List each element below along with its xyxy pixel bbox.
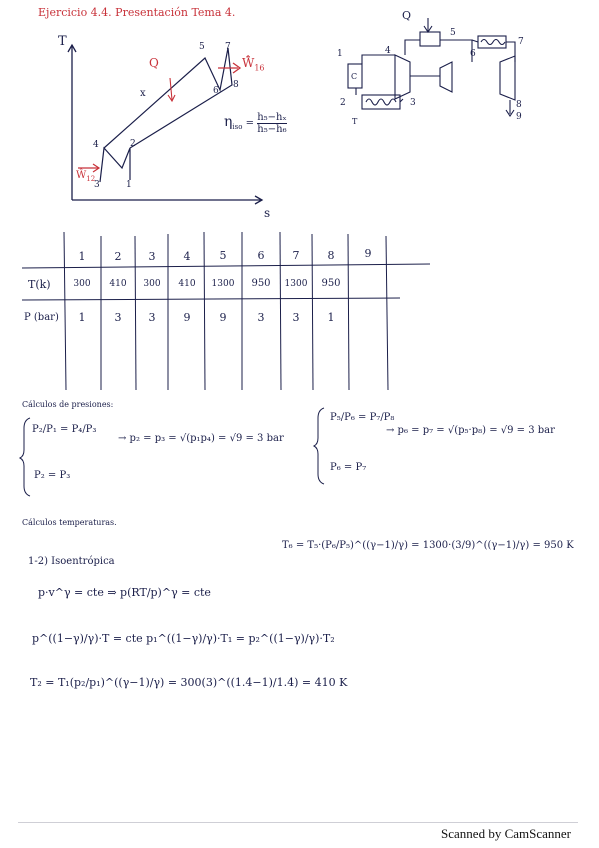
ts-point-3: 3 [94, 180, 100, 190]
schematic-compressor-label: C [351, 72, 358, 81]
table-cell: 1 [78, 311, 86, 324]
table-header-7: 7 [292, 249, 300, 262]
pressures-heading: Cálculos de presiones: [22, 400, 114, 409]
table-header-5: 5 [219, 249, 227, 262]
table-cell: 1 [327, 311, 335, 324]
ts-point-6: 6 [213, 86, 219, 96]
page-edge [18, 822, 578, 823]
schematic-label-2: 2 [340, 98, 346, 108]
table-cell: 410 [109, 279, 127, 289]
table-cell: 1300 [284, 279, 308, 289]
schematic-label-1: 1 [337, 49, 343, 59]
schematic-label-3: 3 [410, 98, 416, 108]
table-row-label-p: P (bar) [24, 312, 59, 323]
schematic-label-8: 8 [516, 100, 522, 110]
ts-point-8: 8 [233, 80, 239, 90]
table-cell: 3 [292, 311, 300, 324]
table-cell: 3 [257, 311, 265, 324]
table-header-8: 8 [327, 249, 335, 262]
t6-formula: T₆ = T₅·(P₆/P₅)^((γ−1)/γ) = 1300·(3/9)^((γ−1)/γ) = 950 K [282, 540, 574, 551]
table-header-2: 2 [114, 250, 122, 263]
ts-point-7: 7 [225, 42, 231, 52]
table-header-6: 6 [257, 249, 265, 262]
ts-point-5: 5 [199, 42, 205, 52]
schematic-label-7: 7 [518, 37, 524, 47]
schematic-label-4: 4 [385, 46, 391, 56]
table-cell: 950 [251, 278, 271, 289]
schematic-turbine-label: T [352, 117, 358, 126]
isentropic-line-2: p^((1−γ)/γ)·T = cte p₁^((1−γ)/γ)·T₁ = p₂^((1−γ)/γ)·T₂ [32, 632, 335, 645]
table-cell: 300 [143, 279, 161, 289]
table-cell: 3 [148, 311, 156, 324]
pressures-right-eq1: P₅/P₆ = P₇/P₈ [330, 412, 395, 423]
table-cell: 9 [219, 311, 227, 324]
table-cell: 3 [114, 311, 122, 324]
temperatures-heading: Cálculos temperaturas. [22, 518, 117, 527]
table-cell: 410 [178, 279, 196, 289]
pressures-left-eq2: P₂ = P₃ [34, 470, 71, 481]
pressures-right-result: → p₆ = p₇ = √(p₅·p₈) = √9 = 3 bar [386, 425, 555, 436]
ts-work-in-label: $Ŵ_{12}$ [76, 170, 96, 183]
table-cell: 950 [321, 278, 341, 289]
table-cell: 1300 [211, 279, 235, 289]
ts-point-4: 4 [93, 140, 99, 150]
isentropic-line-3: T₂ = T₁(p₂/p₁)^((γ−1)/γ) = 300(3)^((1.4−1)/1.4) = 410 K [30, 676, 348, 689]
table-header-1: 1 [78, 250, 86, 263]
table-header-3: 3 [148, 250, 156, 263]
table-row-label-t: T(k) [28, 278, 51, 291]
scanner-footer: Scanned by CamScanner [441, 826, 571, 841]
schematic-label-5: 5 [450, 28, 456, 38]
pressures-left-eq1: P₂/P₁ = P₄/P₃ [32, 424, 97, 435]
ts-heat-label: Q [149, 56, 159, 70]
ts-point-x: x [140, 88, 146, 99]
schematic-label-9: 9 [516, 112, 522, 122]
schematic-label-6: 6 [470, 49, 476, 59]
efficiency-formula: $\eta_{iso}$ = $\frac{\text{h₅−hₓ}}{\text{h₅−h₆}}$ [224, 112, 287, 135]
schematic-heat-label: Q [402, 9, 412, 22]
table-header-9: 9 [364, 247, 372, 260]
pressures-left-result: → p₂ = p₃ = √(p₁p₄) = √9 = 3 bar [118, 433, 284, 444]
isentropic-line-1: p·v^γ = cte ⇒ p(RT/p)^γ = cte [38, 586, 211, 599]
ts-point-2: 2 [130, 139, 136, 149]
page-title: Ejercicio 4.4. Presentación Tema 4. [38, 6, 236, 19]
ts-work-out-label: $W̆̂_{16}$ [242, 56, 265, 73]
table-cell: 300 [73, 279, 91, 289]
ts-axis-s-label: s [264, 206, 271, 220]
ts-axis-t-label: T [58, 34, 67, 49]
table-header-4: 4 [183, 250, 191, 263]
ts-point-1: 1 [126, 180, 132, 190]
pressures-right-eq2: P₆ = P₇ [330, 462, 367, 473]
step-title: 1-2) Isoentrópica [28, 556, 115, 567]
table-cell: 9 [183, 311, 191, 324]
